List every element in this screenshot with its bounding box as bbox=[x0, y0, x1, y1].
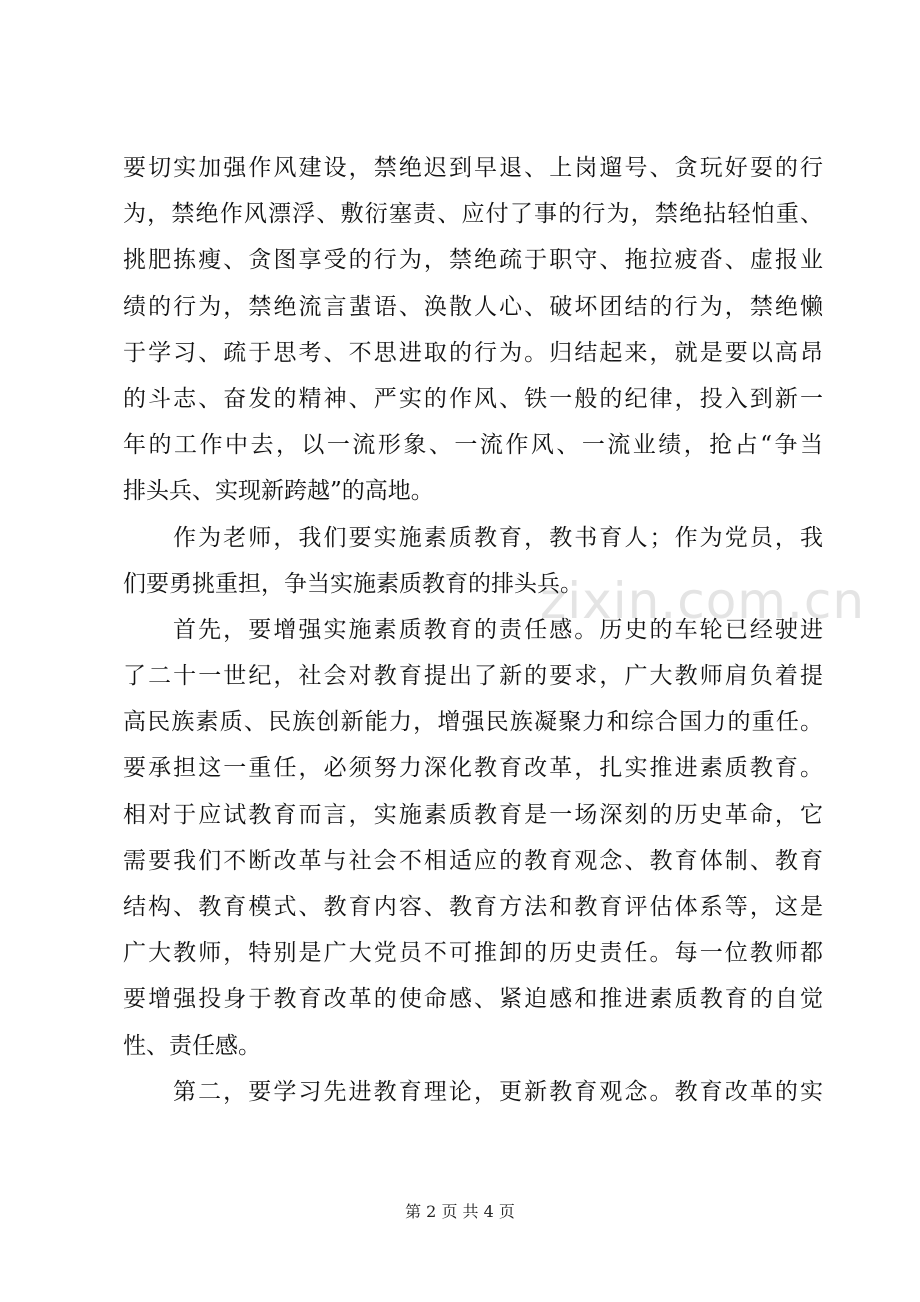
page-footer: 第 2 页 共 4 页 bbox=[405, 1202, 515, 1221]
text-line: 要增强投身于教育改革的使命感、紧迫感和推进素质教育的自觉 bbox=[123, 986, 823, 1013]
text-line: 相对于应试教育而言，实施素质教育是一场深刻的历史革命，它 bbox=[123, 801, 823, 828]
text-line: 性、责任感。 bbox=[123, 1032, 261, 1059]
text-line: 为，禁绝作风漂浮、敷衍塞责、应付了事的行为，禁绝拈轻怕重、 bbox=[123, 201, 823, 228]
text-line: 于学习、疏于思考、不思进取的行为。归结起来，就是要以高昂 bbox=[123, 339, 823, 366]
text-line: 首先，要增强实施素质教育的责任感。历史的车轮已经驶进 bbox=[173, 616, 823, 643]
text-line: 绩的行为，禁绝流言蜚语、涣散人心、破坏团结的行为，禁绝懒 bbox=[123, 293, 823, 320]
text-line: 高民族素质、民族创新能力，增强民族凝聚力和综合国力的重任。 bbox=[123, 709, 823, 736]
text-line: 了二十一世纪，社会对教育提出了新的要求，广大教师肩负着提 bbox=[123, 663, 823, 690]
watermark: zixin.com.cn bbox=[540, 572, 866, 630]
body-text bbox=[123, 145, 823, 1115]
text-line: 挑肥拣瘦、贪图享受的行为，禁绝疏于职守、拖拉疲沓、虚报业 bbox=[123, 247, 823, 274]
text-line: 年的工作中去，以一流形象、一流作风、一流业绩，抢占“争当 bbox=[123, 432, 823, 459]
text-line: 广大教师，特别是广大党员不可推卸的历史责任。每一位教师都 bbox=[123, 940, 823, 967]
text-line: 结构、教育模式、教育内容、教育方法和教育评估体系等，这是 bbox=[123, 894, 823, 920]
text-line: 第二，要学习先进教育理论，更新教育观念。教育改革的实 bbox=[173, 1078, 823, 1105]
text-line: 需要我们不断改革与社会不相适应的教育观念、教育体制、教育 bbox=[123, 847, 823, 874]
text-line: 排头兵、实现新跨越”的高地。 bbox=[123, 478, 434, 505]
text-line: 要承担这一重任，必须努力深化教育改革，扎实推进素质教育。 bbox=[123, 755, 823, 782]
text-line: 的斗志、奋发的精神、严实的作风、铁一般的纪律，投入到新一 bbox=[123, 385, 823, 412]
text-line: 作为老师，我们要实施素质教育，教书育人；作为党员，我 bbox=[173, 524, 823, 551]
text-line: 要切实加强作风建设，禁绝迟到早退、上岗遛号、贪玩好耍的行 bbox=[123, 155, 823, 181]
text-line: 们要勇挑重担，争当实施素质教育的排头兵。 bbox=[123, 570, 583, 597]
